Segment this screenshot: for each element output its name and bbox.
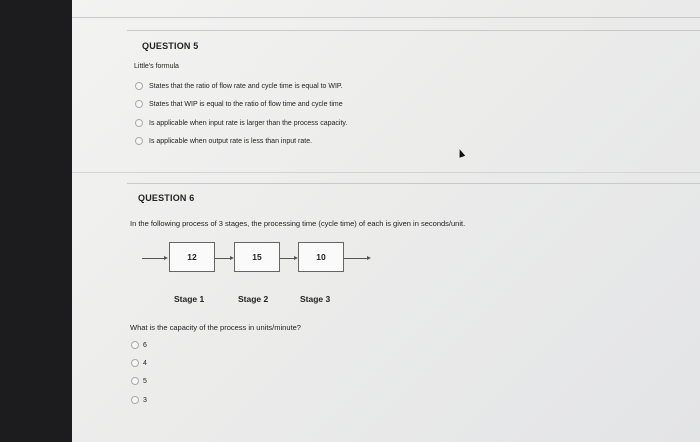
question5-title: QUESTION 5 <box>142 41 199 51</box>
option-label: 6 <box>143 341 147 349</box>
option-label: States that the ratio of flow rate and cycle time is equal to WIP. <box>149 82 343 90</box>
stage1-box <box>169 242 215 272</box>
question6-option-2[interactable] <box>131 359 147 367</box>
radio-button[interactable] <box>131 359 139 367</box>
question6-intro: In the following process of 3 stages, the processing time (cycle time) of each is given in seconds/unit. <box>130 219 466 228</box>
stage3-box <box>298 242 344 272</box>
quiz-screen <box>72 0 700 442</box>
radio-button[interactable] <box>135 100 143 108</box>
input-arrow <box>142 258 166 259</box>
radio-button[interactable] <box>131 341 139 349</box>
question5-option-1[interactable] <box>135 82 343 90</box>
stage2-time: 15 <box>252 252 262 262</box>
option-label: States that WIP is equal to the ratio of flow time and cycle time <box>149 100 343 108</box>
stage1-time: 12 <box>187 252 197 262</box>
question6-option-4[interactable] <box>131 396 147 404</box>
question6-title: QUESTION 6 <box>138 193 195 203</box>
arrowhead-icon <box>367 256 371 260</box>
option-label: Is applicable when output rate is less than input rate. <box>149 137 313 145</box>
stage1-to-stage2-arrow <box>215 258 231 259</box>
option-label: 4 <box>143 359 147 367</box>
arrowhead-icon <box>164 256 168 260</box>
stage3-label: Stage 3 <box>300 294 331 304</box>
stage2-box <box>234 242 280 272</box>
radio-button[interactable] <box>131 377 139 385</box>
question6-prompt: What is the capacity of the process in units/minute? <box>130 323 301 332</box>
question5-option-3[interactable] <box>135 119 347 127</box>
question6-option-3[interactable] <box>131 377 147 385</box>
option-label: Is applicable when input rate is larger than the process capacity. <box>149 119 348 127</box>
question6-option-1[interactable] <box>131 341 147 349</box>
output-arrow <box>344 258 368 259</box>
question-separator <box>72 172 700 173</box>
option-label: 3 <box>143 396 147 404</box>
stage1-label: Stage 1 <box>174 294 205 304</box>
question6-top-divider <box>127 183 700 184</box>
question5-option-4[interactable] <box>135 137 312 145</box>
stage3-time: 10 <box>316 252 326 262</box>
radio-button[interactable] <box>135 137 143 145</box>
radio-button[interactable] <box>135 119 143 127</box>
mouse-cursor-icon <box>457 148 465 158</box>
stage2-label: Stage 2 <box>238 294 269 304</box>
radio-button[interactable] <box>135 82 143 90</box>
top-divider <box>72 17 700 18</box>
option-label: 5 <box>143 377 147 385</box>
question5-option-2[interactable] <box>135 100 343 108</box>
radio-button[interactable] <box>131 396 139 404</box>
question5-prompt: Little's formula <box>134 63 179 70</box>
question5-top-divider <box>127 30 700 31</box>
